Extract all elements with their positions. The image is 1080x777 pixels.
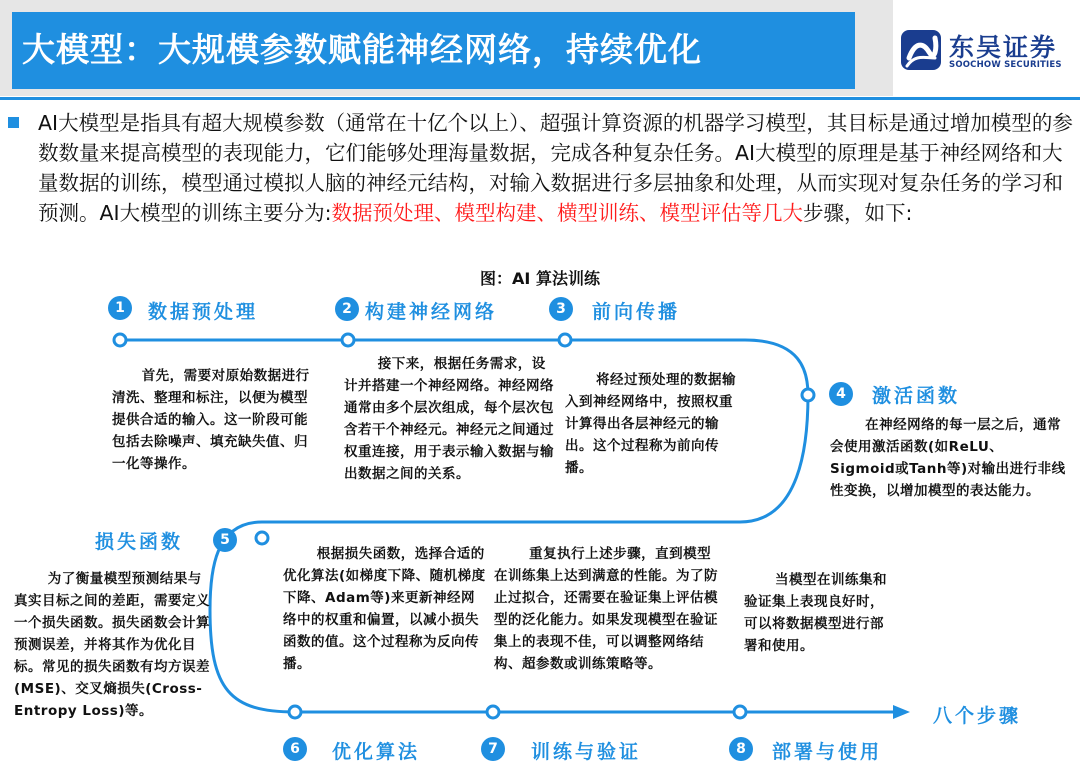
step-7-title: 训练与验证 [531, 741, 642, 763]
step-4-title: 激活函数 [872, 385, 961, 407]
figure-caption: 图：AI 算法训练 [480, 269, 600, 288]
flow-node [487, 706, 499, 718]
brand-logo-cn: 东吴证券 [949, 33, 1058, 62]
step-2-title: 构建神经网络 [365, 301, 498, 323]
step-6-number: 6 [283, 737, 307, 761]
intro-highlight: 数据预处理、模型构建、横型训练、模型评估等几大 [331, 201, 803, 225]
step-5-number: 5 [213, 528, 237, 552]
step-1-title: 数据预处理 [148, 301, 259, 323]
step-8-number: 8 [729, 737, 753, 761]
step-6-desc: 根据损失函数，选择合适的优化算法(如梯度下降、随机梯度下降、Adam等)来更新神经网络中的权重和偏置，以减小损失函数的值。这个过程称为反向传播。 [283, 546, 486, 672]
step-4-desc: 在神经网络的每一层之后，通常会使用激活函数(如ReLU、Sigmoid或Tanh等)对输出进行非线性变换，以增加模型的表达能力。 [830, 417, 1066, 499]
flow-arrowhead [893, 705, 910, 719]
brand-logo-en: SOOCHOW SECURITIES [949, 60, 1062, 70]
intro-text: AI大模型是指具有超大规模参数（通常在十亿个以上）、超强计算资源的机器学习模型，其目标是通过增加模型的参数数量来提高模型的表现能力，它们能够处理海量数据，完成各种复杂任务。AI大模型的原理是基于神经网络和大量数据的训练，模型通过模拟人脑的神经元结构，对输入数据进行多层抽象和处理，从而实现对复杂任务的学习和预测。AI大模型的训练主要分为: [38, 111, 1073, 225]
flow-node [559, 334, 571, 346]
flow-node [342, 334, 354, 346]
page-title: 大模型：大规模参数赋能神经网络，持续优化 [22, 30, 702, 69]
step-1-desc: 首先，需要对原始数据进行清洗、整理和标注，以便为模型提供合适的输入。这一阶段可能包括去除噪声、填充缺失值、归一化等操作。 [112, 368, 310, 472]
step-5-title: 损失函数 [95, 531, 184, 553]
flow-end-label: 八个步骤 [933, 705, 1022, 727]
step-1-number: 1 [108, 296, 132, 320]
step-3-desc: 将经过预处理的数据输入到神经网络中，按照权重计算得出各层神经元的输出。这个过程称为前向传播。 [565, 372, 737, 476]
flow-node [289, 706, 301, 718]
step-8-title: 部署与使用 [772, 741, 883, 763]
intro-tail: 步骤，如下: [802, 201, 913, 225]
flow-node [114, 334, 126, 346]
step-3-title: 前向传播 [592, 301, 681, 323]
step-6-title: 优化算法 [332, 741, 421, 763]
step-2-number: 2 [335, 297, 359, 321]
flow-node [802, 389, 814, 401]
flow-node [734, 706, 746, 718]
step-8-desc: 当模型在训练集和验证集上表现良好时，可以将数据模型进行部署和使用。 [744, 572, 888, 654]
flow-node [256, 532, 268, 544]
step-7-desc: 重复执行上述步骤，直到模型在训练集上达到满意的性能。为了防止过拟合，还需要在验证集上评估模型的泛化能力。如果发现模型在验证集上的表现不佳，可以调整网络结构、超参数或训练策略等。 [494, 546, 718, 672]
step-4-number: 4 [829, 382, 853, 406]
step-7-number: 7 [481, 737, 505, 761]
step-2-desc: 接下来，根据任务需求，设计并搭建一个神经网络。神经网络通常由多个层次组成，每个层次包含若干个神经元。神经元之间通过权重连接，用于表示输入数据与输出数据之间的关系。 [344, 356, 554, 482]
step-5-desc: 为了衡量模型预测结果与真实目标之间的差距，需要定义一个损失函数。损失函数会计算预测误差，并将其作为优化目标。常见的损失函数有均方误差(MSE)、交叉熵损失(Cross-Entropy Loss)等。 [14, 571, 210, 719]
step-3-number: 3 [549, 297, 573, 321]
